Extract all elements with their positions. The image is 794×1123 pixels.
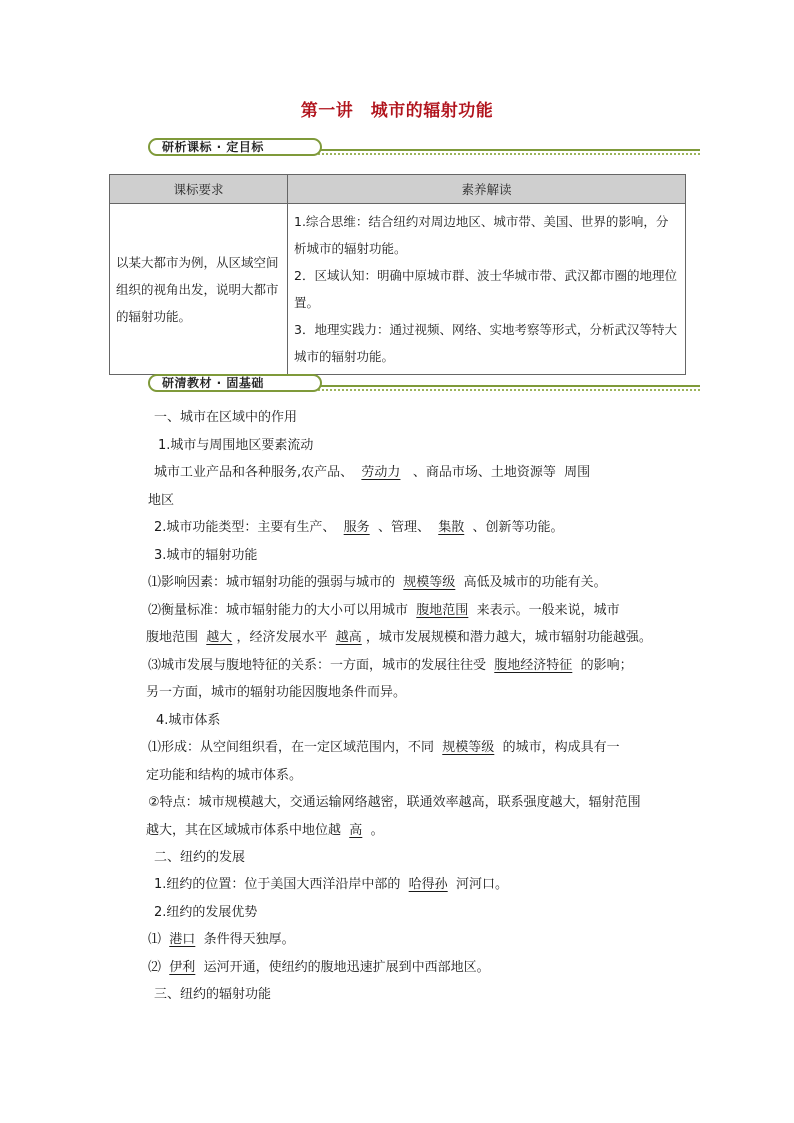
section-heading: 二、纽约的发展 [154, 850, 246, 865]
paragraph-line: 定功能和结构的城市体系。 [146, 768, 303, 783]
blank-answer: 腹地范围 [416, 603, 469, 618]
blank-answer: 规模等级 [403, 575, 456, 590]
paragraph-line: ⑴影响因素：城市辐射功能的强弱与城市的 规模等级 高低及城市的功能有关。 [148, 575, 607, 590]
paragraph-line: ⑴ 港口 条件得天独厚。 [148, 932, 295, 947]
subheading: 2.纽约的发展优势 [154, 905, 258, 920]
paragraph-line: ②特点：城市规模越大，交通运输网络越密，联通效率越高，联系强度越大，辐射范围 [148, 795, 641, 810]
blank-answer: 集散 [438, 520, 465, 535]
literacy-item: 3．地理实践力：通过视频、网络、实地考察等形式，分析武汉等特大城市的辐射功能。 [294, 322, 677, 364]
paragraph-line: ⑵ 伊利 运河开通，使纽约的腹地迅速扩展到中西部地区。 [148, 960, 490, 975]
subheading: 4.城市体系 [156, 713, 221, 728]
paragraph-line: 腹地范围 越大 ，经济发展水平 越高 ，城市发展规模和潜力越大，城市辐射功能越强。 [146, 630, 652, 645]
literacy-item: 2．区域认知：明确中原城市群、波士华城市带、武汉都市圈的地理位置。 [294, 268, 677, 310]
section-heading: 一、城市在区域中的作用 [154, 410, 298, 425]
literacy-cell [288, 204, 686, 375]
blank-answer: 高 [349, 823, 363, 838]
paragraph-line: 城市工业产品和各种服务,农产品、 劳动力 、商品市场、土地资源等 周围 [154, 465, 591, 480]
paragraph-line: 1.纽约的位置：位于美国大西洋沿岸中部的 哈得孙 河河口。 [154, 877, 508, 892]
blank-answer: 劳动力 [361, 465, 401, 480]
banner-rule [318, 385, 700, 387]
banner-dotted-rule [318, 153, 700, 155]
paragraph-line: 地区 [148, 493, 175, 508]
paragraph-line: ⑶城市发展与腹地特征的关系：一方面，城市的发展往往受 腹地经济特征 的影响； [148, 658, 633, 673]
page-title: 第一讲 城市的辐射功能 [300, 101, 494, 121]
standards-table [109, 174, 686, 375]
subheading: 3.城市的辐射功能 [154, 548, 258, 563]
banner-label: 研析课标 · 定目标 [162, 140, 264, 154]
banner-label: 研清教材 · 固基础 [162, 376, 264, 390]
requirement-cell: 以某大都市为例，从区域空间组织的视角出发，说明大都市的辐射功能。 [110, 204, 288, 375]
paragraph-line: 2.城市功能类型：主要有生产、 服务 、管理、 集散 、创新等功能。 [154, 520, 564, 535]
section-banner-standards [148, 138, 700, 162]
blank-answer: 腹地经济特征 [494, 658, 573, 673]
table-header-requirement: 课标要求 [110, 175, 288, 204]
paragraph-line: 另一方面，城市的辐射功能因腹地条件而异。 [146, 685, 407, 700]
blank-answer: 规模等级 [442, 740, 495, 755]
literacy-item: 1.综合思维：结合纽约对周边地区、城市带、美国、世界的影响，分析城市的辐射功能。 [294, 214, 669, 256]
paragraph-line: 越大，其在区域城市体系中地位越 高 。 [146, 823, 384, 838]
blank-answer: 服务 [343, 520, 370, 535]
banner-tag [148, 374, 322, 392]
blank-answer: 越大 [206, 630, 233, 645]
banner-dotted-rule [318, 389, 700, 391]
banner-tag [148, 138, 322, 156]
section-banner-textbook [148, 374, 700, 398]
subheading: 1.城市与周围地区要素流动 [158, 438, 314, 453]
table-header-literacy: 素养解读 [288, 175, 686, 204]
blank-answer: 越高 [335, 630, 362, 645]
paragraph-line: ⑵衡量标准：城市辐射能力的大小可以用城市 腹地范围 来表示。一般来说，城市 [148, 603, 620, 618]
blank-answer: 哈得孙 [408, 877, 448, 892]
blank-answer: 港口 [169, 932, 196, 947]
blank-answer: 伊利 [169, 960, 196, 975]
paragraph-line: ⑴形成：从空间组织看，在一定区域范围内，不同 规模等级 的城市，构成具有一 [148, 740, 620, 755]
section-heading: 三、纽约的辐射功能 [154, 987, 272, 1002]
banner-rule [318, 149, 700, 151]
